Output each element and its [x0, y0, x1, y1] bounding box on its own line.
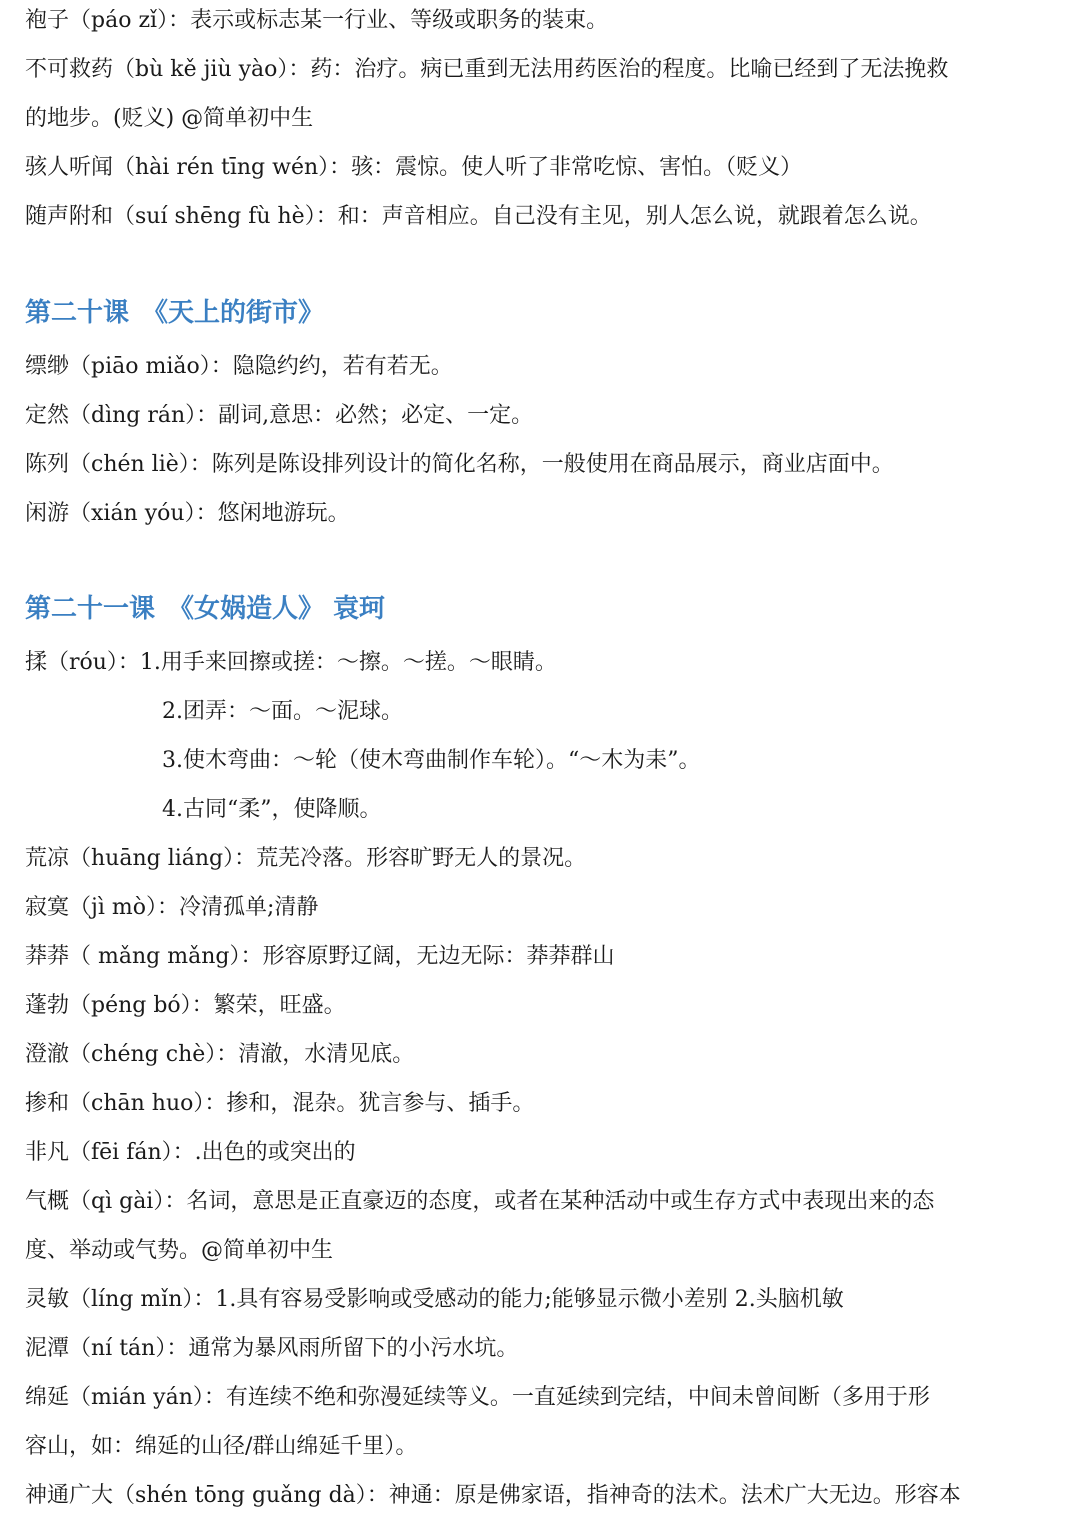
lesson-21-heading: 第二十一课 《女娲造人》 袁珂	[25, 594, 386, 624]
entry-qi-gai: 气概（qì gài）：名词，意思是正直豪迈的态度，或者在某种活动中或生存方式中表现出来的态	[25, 1189, 935, 1214]
entry-mian-yan-cont: 容山，如：绵延的山径/群山绵延千里）。	[25, 1434, 418, 1459]
entry-hai-ren-ting-wen: 骇人听闻（hài rén tīng wén）：骇：震惊。使人听了非常吃惊、害怕。（贬义）	[25, 155, 803, 180]
entry-xian-you: 闲游（xián yóu）：悠闲地游玩。	[25, 501, 350, 526]
entry-ni-tan: 泥潭（ní tán）：通常为暴风雨所留下的小污水坑。	[25, 1336, 519, 1361]
entry-mang-mang: 莽莽（ mǎng mǎng）：形容原野辽阔，无边无际：莽莽群山	[25, 944, 615, 969]
entry-rou-meaning-4: 4.古同“柔”，使降顺。	[162, 797, 382, 822]
entry-chan-huo: 掺和（chān huo）：掺和，混杂。犹言参与、插手。	[25, 1091, 535, 1116]
entry-fei-fan: 非凡（fēi fán）：.出色的或突出的	[25, 1140, 356, 1165]
entry-sui-sheng-fu-he: 随声附和（suí shēng fù hè）：和：声音相应。自己没有主见，别人怎么说，就跟着怎么说。	[25, 204, 932, 229]
entry-ling-min: 灵敏（líng mǐn）：1.具有容易受影响或受感动的能力;能够显示微小差别 2.头脑机敏	[25, 1287, 844, 1312]
entry-bu-ke-jiu-yao: 不可救药（bù kě jiù yào）：药：治疗。病已重到无法用药医治的程度。比喻已经到了无法挽救	[25, 57, 949, 82]
entry-huang-liang: 荒凉（huāng liáng）：荒芜冷落。形容旷野无人的景况。	[25, 846, 587, 871]
entry-rou: 揉（róu）：1.用手来回擦或搓：～擦。～搓。～眼睛。	[25, 650, 557, 675]
entry-rou-meaning-3: 3.使木弯曲：～轮（使木弯曲制作车轮）。“～木为耒”。	[162, 748, 701, 773]
lesson-20-heading: 第二十课 《天上的街市》	[25, 298, 325, 328]
entry-chen-lie: 陈列（chén liè）：陈列是陈设排列设计的简化名称，一般使用在商品展示，商业店面中。	[25, 452, 894, 477]
entry-ding-ran: 定然（dìng rán）：副词,意思：必然；必定、一定。	[25, 403, 534, 428]
entry-pao-zi: 袍子（páo zǐ）：表示或标志某一行业、等级或职务的装束。	[25, 8, 609, 33]
entry-rou-meaning-2: 2.团弄：～面。～泥球。	[162, 699, 403, 724]
entry-mian-yan: 绵延（mián yán）：有连续不绝和弥漫延续等义。一直延续到完结，中间未曾间断（多用于形	[25, 1385, 930, 1410]
entry-ji-mo: 寂寞（jì mò）：冷清孤单;清静	[25, 895, 319, 920]
entry-bu-ke-jiu-yao-cont: 的地步。(贬义) @简单初中生	[25, 106, 314, 131]
entry-piao-miao: 缥缈（piāo miǎo）：隐隐约约，若有若无。	[25, 354, 453, 379]
entry-peng-bo: 蓬勃（péng bó）：繁荣，旺盛。	[25, 993, 346, 1018]
entry-cheng-che: 澄澈（chéng chè）：清澈，水清见底。	[25, 1042, 415, 1067]
entry-qi-gai-cont: 度、举动或气势。@简单初中生	[25, 1238, 334, 1263]
entry-shen-tong-guang-da: 神通广大（shén tōng guǎng dà）：神通：原是佛家语，指神奇的法术。法术广大无边。形容本	[25, 1483, 961, 1508]
